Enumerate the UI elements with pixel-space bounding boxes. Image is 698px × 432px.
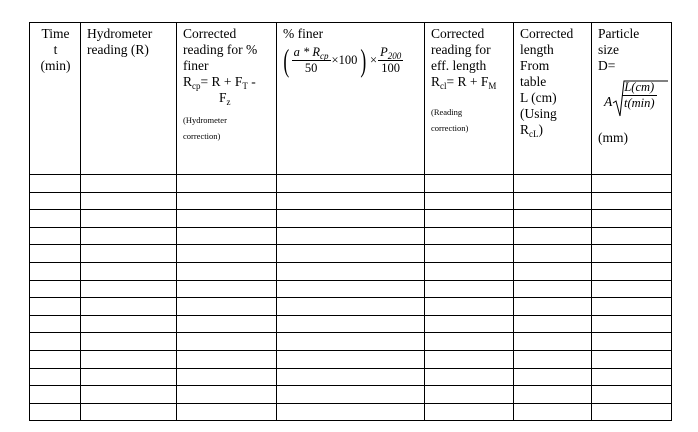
empty-cell[interactable] [177,368,277,386]
empty-cell[interactable] [514,245,592,263]
empty-cell[interactable] [514,403,592,421]
header-text: $R_{cL}$) [520,122,544,139]
header-text: length [520,42,554,57]
empty-cell[interactable] [592,245,672,263]
header-particle-size [592,23,672,175]
empty-cell[interactable] [592,192,672,210]
empty-cell[interactable] [277,192,425,210]
empty-cell[interactable] [277,175,425,193]
empty-cell[interactable] [514,210,592,228]
table-row [30,333,672,351]
empty-cell[interactable] [81,333,177,351]
empty-cell[interactable] [30,333,81,351]
header-hydrometer-reading [81,23,177,175]
empty-cell[interactable] [277,386,425,404]
empty-cell[interactable] [592,368,672,386]
table-row [30,210,672,228]
empty-cell[interactable] [30,280,81,298]
empty-cell[interactable] [425,262,514,280]
header-text: eff. length [431,58,487,73]
empty-cell[interactable] [30,192,81,210]
empty-cell[interactable] [30,350,81,368]
empty-cell[interactable] [277,298,425,316]
empty-cell[interactable] [30,315,81,333]
header-corrected-reading-finer [177,23,277,175]
empty-cell[interactable] [514,368,592,386]
empty-cell[interactable] [592,350,672,368]
table-row [30,227,672,245]
empty-cell[interactable] [81,245,177,263]
table-row [30,315,672,333]
empty-cell[interactable] [425,210,514,228]
header-text: Hydrometer [87,26,153,41]
empty-cell[interactable] [177,245,277,263]
empty-cell[interactable] [425,333,514,351]
empty-cell[interactable] [592,210,672,228]
empty-cell[interactable] [30,210,81,228]
empty-cell[interactable] [81,368,177,386]
empty-cell[interactable] [514,386,592,404]
empty-cell[interactable] [81,227,177,245]
empty-cell[interactable] [277,333,425,351]
header-corrected-reading-eff-length [425,23,514,175]
table-row [30,280,672,298]
table-row [30,245,672,263]
empty-cell[interactable] [592,333,672,351]
empty-cell[interactable] [81,386,177,404]
header-text: % finer [283,26,324,41]
empty-cell[interactable] [177,386,277,404]
empty-cell[interactable] [592,175,672,193]
header-text: Time [41,26,70,41]
empty-cell[interactable] [592,262,672,280]
note-text: (Hydrometer [183,115,227,125]
empty-cell[interactable] [177,262,277,280]
empty-cell[interactable] [425,298,514,316]
table-row [30,262,672,280]
empty-cell[interactable] [81,350,177,368]
header-text: Corrected [520,26,574,41]
empty-cell[interactable] [277,368,425,386]
empty-cell[interactable] [425,403,514,421]
table-row [30,192,672,210]
empty-cell[interactable] [30,245,81,263]
rcp-formula: $R_{cp}= R + F_T$ - [183,74,256,91]
header-text: D= [598,58,616,73]
empty-cell[interactable] [30,403,81,421]
empty-cell[interactable] [277,210,425,228]
table-row [30,368,672,386]
table-row [30,386,672,404]
empty-cell[interactable] [425,192,514,210]
header-text: From [520,58,550,73]
empty-cell[interactable] [30,227,81,245]
empty-cell[interactable] [81,315,177,333]
empty-cell[interactable] [177,298,277,316]
empty-cell[interactable] [30,368,81,386]
empty-cell[interactable] [425,175,514,193]
empty-cell[interactable] [592,315,672,333]
table-row [30,175,672,193]
header-text: t [53,42,58,57]
header-percent-finer [277,23,425,175]
note-text: (Reading [431,107,463,117]
table-row [30,298,672,316]
header-text: size [598,42,619,57]
empty-cell[interactable] [30,386,81,404]
empty-cell[interactable] [514,175,592,193]
empty-cell[interactable] [177,210,277,228]
empty-cell[interactable] [425,368,514,386]
empty-cell[interactable] [277,262,425,280]
empty-cell[interactable] [81,175,177,193]
header-text: (Using [520,106,557,121]
rcl-formula: $R_{cl}= R + F_M$ [431,74,497,91]
empty-cell[interactable] [177,192,277,210]
empty-cell[interactable] [81,403,177,421]
empty-cell[interactable] [425,350,514,368]
empty-cell[interactable] [177,280,277,298]
empty-cell[interactable] [514,315,592,333]
empty-cell[interactable] [425,280,514,298]
empty-cell[interactable] [592,386,672,404]
empty-cell[interactable] [514,298,592,316]
empty-cell[interactable] [277,245,425,263]
note-text: correction) [431,123,469,133]
empty-cell[interactable] [592,227,672,245]
empty-cell[interactable] [177,175,277,193]
hydrometer-data-table [29,22,672,421]
empty-cell[interactable] [277,280,425,298]
empty-cell[interactable] [425,386,514,404]
empty-cell[interactable] [592,298,672,316]
header-text: table [520,74,547,89]
empty-cell[interactable] [514,227,592,245]
header-text: L (cm) [520,90,557,105]
empty-cell[interactable] [177,333,277,351]
empty-cell[interactable] [81,210,177,228]
empty-cell[interactable] [30,298,81,316]
note-text: correction) [183,131,221,141]
empty-cell[interactable] [425,227,514,245]
header-text: Corrected [431,26,485,41]
header-text: reading for % [183,42,258,57]
empty-cell[interactable] [277,403,425,421]
header-text: (mm) [598,130,628,145]
empty-cell[interactable] [81,192,177,210]
particle-size-formula: A L(cm) t(min) [598,78,666,118]
empty-cell[interactable] [514,280,592,298]
table-row [30,350,672,368]
header-text: Particle [598,26,640,41]
empty-cell[interactable] [81,280,177,298]
header-time [30,23,81,175]
table-row [30,403,672,421]
header-text: finer [183,58,209,73]
empty-cell[interactable] [592,403,672,421]
header-text: reading for [431,42,491,57]
empty-cell[interactable] [177,403,277,421]
empty-cell[interactable] [177,227,277,245]
empty-cell[interactable] [425,315,514,333]
empty-cell[interactable] [514,350,592,368]
header-row [30,23,672,175]
empty-cell[interactable] [81,298,177,316]
header-text: Corrected [183,26,237,41]
rcp-formula-cont: $F_z$ [219,90,231,107]
empty-cell[interactable] [30,175,81,193]
empty-cell[interactable] [277,350,425,368]
header-text: (min) [40,58,71,73]
percent-finer-formula: ( $\frac{a * R_{cp}}{50}$ ×100 ) × $\frac{P_{200}}{100}$ [283,42,402,78]
empty-cell[interactable] [177,315,277,333]
empty-cell[interactable] [592,280,672,298]
empty-cell[interactable] [177,350,277,368]
header-text: reading (R) [87,42,149,57]
empty-cell[interactable] [425,245,514,263]
empty-cell[interactable] [514,333,592,351]
empty-cell[interactable] [81,262,177,280]
empty-cell[interactable] [277,315,425,333]
empty-cell[interactable] [277,227,425,245]
empty-cell[interactable] [30,262,81,280]
header-corrected-length [514,23,592,175]
empty-cell[interactable] [514,262,592,280]
empty-cell[interactable] [514,192,592,210]
